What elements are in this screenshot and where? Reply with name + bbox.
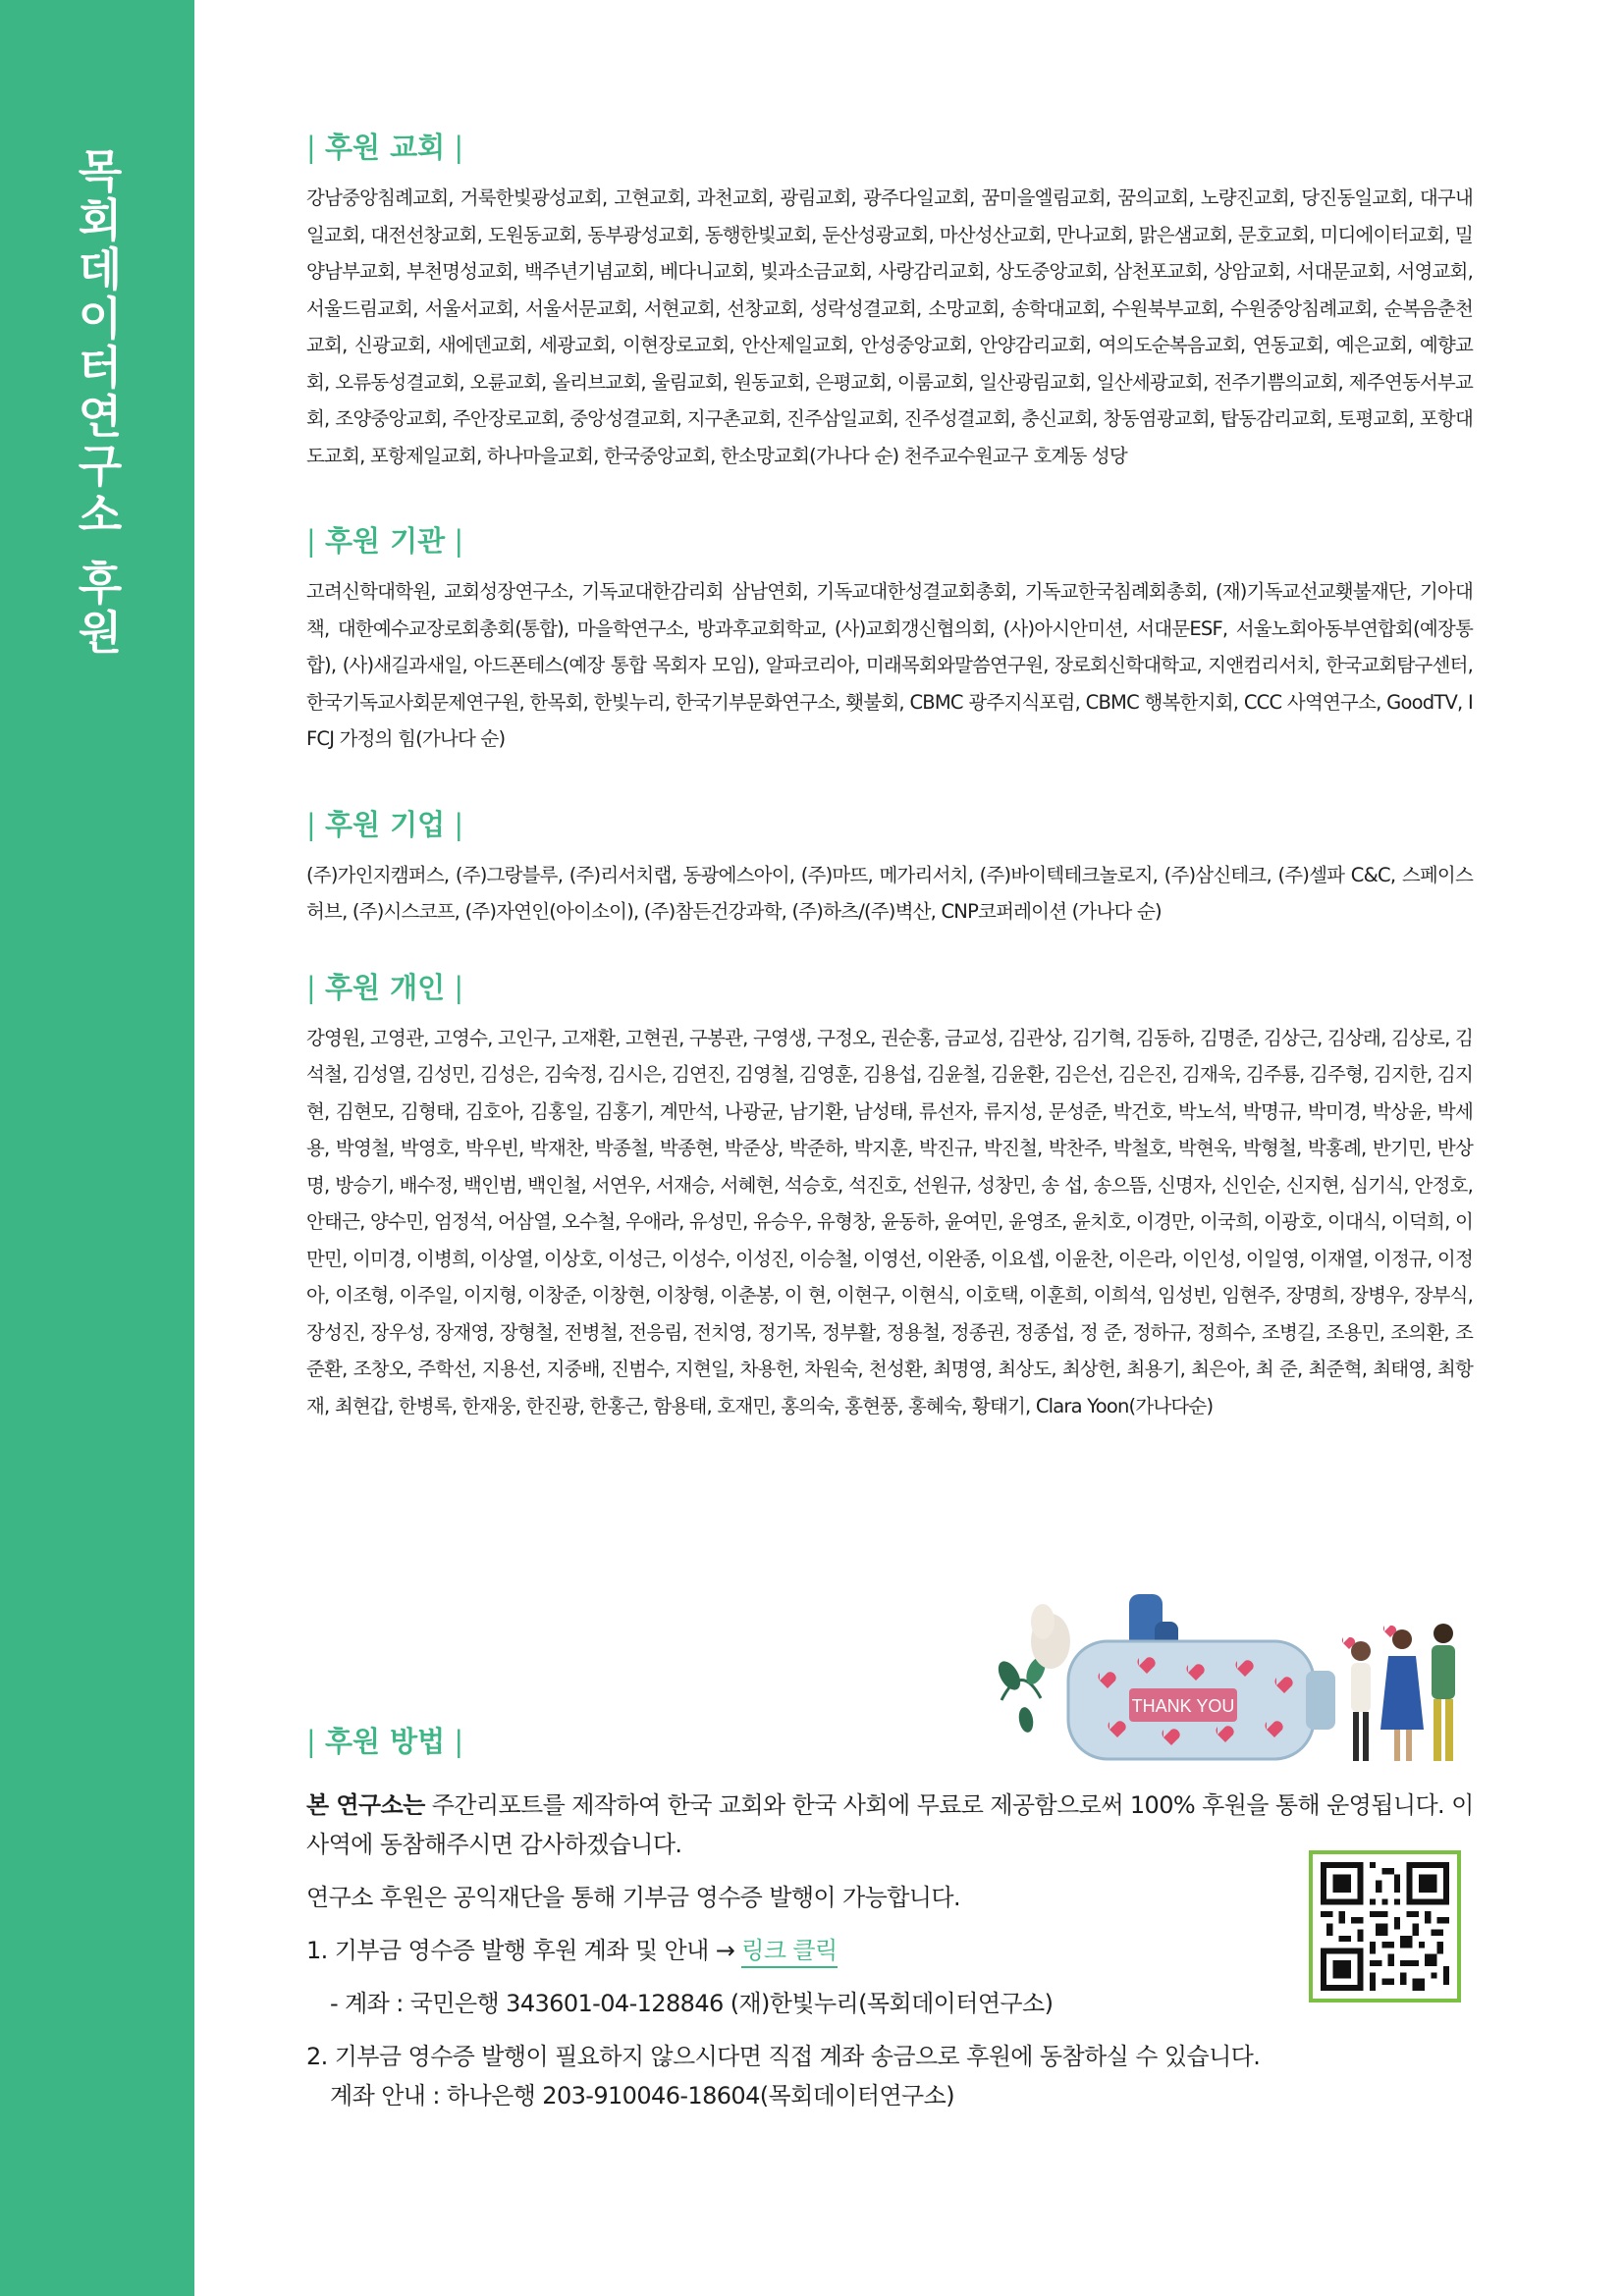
company-list: (주)가인지캠퍼스, (주)그랑블루, (주)리서치랩, 동광에스아이, (주)마뜨, 메가리서치, (주)바이텍테크놀로지, (주)삼신테크, (주)셀파 C&C, 스페이스허브, (주)시스코프, (주)자연인(아이소이), (주)참든건강과학, (주)하츠/(주)벽산, CNP코퍼레이션 (가나다 순)	[306, 863, 1473, 923]
heading-label: 후원 기관	[325, 524, 446, 558]
qr-code-graphic	[1321, 1862, 1449, 1991]
section-companies	[306, 803, 1473, 931]
item1-account: - 계좌 : 국민은행 343601-04-128846 (재)한빛누리(목회데이터연구소)	[330, 1990, 1054, 2017]
heading-label: 후원 기업	[325, 807, 446, 841]
method-item-1	[306, 1931, 1485, 1970]
section-individuals	[306, 966, 1473, 1425]
item1-text: 1. 기부금 영수증 발행 후원 계좌 및 안내 →	[306, 1937, 742, 1964]
church-list: 강남중앙침례교회, 거룩한빛광성교회, 고현교회, 과천교회, 광림교회, 광주다일교회, 꿈미을엘림교회, 꿈의교회, 노량진교회, 당진동일교회, 대구내일교회, 대전선창교회, 도원동교회, 동부광성교회, 동행한빛교회, 둔산성광교회, 마산성산교회, 만나교회, 맑은샘교회, 문호교회, 미디에이터교회, 밀양남부교회, 부천명성교회, 백주년기념교회, 베다니교회, 빛과소금교회, 사랑감리교회, 상도중앙교회, 삼천포교회, 상암교회, 서대문교회, 서영교회, 서울드림교회, 서울서교회, 서울서문교회, 서현교회, 선창교회, 성락성결교회, 소망교회, 송학대교회, 수원북부교회, 수원중앙침례교회, 순복음춘천교회, 신광교회, 새에덴교회, 세광교회, 이현장로교회, 안산제일교회, 안성중앙교회, 안양감리교회, 여의도순복음교회, 연동교회, 예은교회, 예향교회, 오류동성결교회, 오륜교회, 올리브교회, 울림교회, 원동교회, 은평교회, 이룸교회, 일산광림교회, 일산세광교회, 전주기쁨의교회, 제주연동서부교회, 조양중앙교회, 주안장로교회, 중앙성결교회, 지구촌교회, 진주삼일교회, 진주성결교회, 충신교회, 창동염광교회, 탑동감리교회, 토평교회, 포항대도교회, 포항제일교회, 하나마을교회, 한국중앙교회, 한소망교회(가나다 순) 천주교수원교구 호계동 성당	[306, 187, 1473, 467]
donation-link[interactable]: 링크 클릭	[741, 1937, 837, 1968]
lead-rest: 주간리포트를 제작하여 한국 교회와 한국 사회에 무료로 제공함으로써 100% 후원을 통해 운영됩니다. 이 사역에 동참해주시면 감사하겠습니다.	[306, 1791, 1474, 1858]
section-heading: | 후원 기업 |	[306, 807, 464, 841]
section-method	[306, 1720, 1485, 2115]
section-heading: | 후원 기관 |	[306, 524, 464, 558]
item2-account: 계좌 안내 : 하나은행 203-910046-18604(목회데이터연구소)	[330, 2082, 954, 2109]
sidebar	[0, 0, 194, 2296]
qr-code-icon[interactable]	[1309, 1850, 1461, 2002]
section-heading: | 후원 방법 |	[306, 1725, 464, 1758]
jar-label: THANK YOU	[1131, 1696, 1235, 1716]
lead-bold: 본 연구소는	[306, 1791, 425, 1819]
section-churches	[306, 126, 1473, 474]
institution-list: 고려신학대학원, 교회성장연구소, 기독교대한감리회 삼남연회, 기독교대한성결교회총회, 기독교한국침례회총회, (재)기독교선교횃불재단, 기아대책, 대한예수교장로회총회(통합), 마을학연구소, 방과후교회학교, (사)교회갱신협의회, (사)아시안미션, 서대문ESF, 서울노회아동부연합회(예장통합), (사)새길과새일, 아드폰테스(예장 통합 목회자 모임), 알파코리아, 미래목회와말씀연구원, 장로회신학대학교, 지앤컴리서치, 한국교회탐구센터, 한국기독교사회문제연구원, 한목회, 한빛누리, 한국기부문화연구소, 횃불회, CBMC 광주지식포럼, CBMC 행복한지회, CCC 사역연구소, GoodTV, IFCJ 가정의 힘(가나다 순)	[306, 580, 1473, 750]
method-lead	[306, 1786, 1480, 1864]
receipt-note: 연구소 후원은 공익재단을 통해 기부금 영수증 발행이 가능합니다.	[306, 1884, 960, 1911]
section-heading: | 후원 교회 |	[306, 131, 464, 164]
heading-label: 후원 개인	[325, 970, 446, 1004]
section-heading: | 후원 개인 |	[306, 970, 464, 1004]
individual-list: 강영원, 고영관, 고영수, 고인구, 고재환, 고현권, 구봉관, 구영생, 구정오, 권순홍, 금교성, 김관상, 김기혁, 김동하, 김명준, 김상근, 김상래, 김상로, 김석철, 김성열, 김성민, 김성은, 김숙정, 김시은, 김연진, 김영철, 김영훈, 김용섭, 김윤철, 김윤환, 김은선, 김은진, 김재욱, 김주룡, 김주형, 김지한, 김지현, 김현모, 김형태, 김호아, 김홍일, 김홍기, 계만석, 나광균, 남기환, 남성태, 류선자, 류지성, 문성준, 박건호, 박노석, 박명규, 박미경, 박상윤, 박세용, 박영철, 박영호, 박우빈, 박재찬, 박종철, 박종현, 박준상, 박준하, 박지훈, 박진규, 박진철, 박찬주, 박철호, 박현욱, 박형철, 박홍례, 반기민, 반상명, 방승기, 배수정, 백인범, 백인철, 서연우, 서재승, 서혜현, 석승호, 석진호, 선원규, 성창민, 송 섭, 송으뜸, 신명자, 신인순, 신지현, 심기식, 안정호, 안태근, 양수민, 엄정석, 어삼열, 오수철, 우애라, 유성민, 유승우, 유형창, 윤동하, 윤여민, 윤영조, 윤치호, 이경만, 이국희, 이광호, 이대식, 이덕희, 이만민, 이미경, 이병희, 이상열, 이상호, 이성근, 이성수, 이성진, 이승철, 이영선, 이완종, 이요셉, 이윤찬, 이은라, 이인성, 이일영, 이재열, 이정규, 이정아, 이조형, 이주일, 이지형, 이창준, 이창현, 이창형, 이춘봉, 이 현, 이현구, 이현식, 이호택, 이훈희, 이희석, 임성빈, 임현주, 장명희, 장병우, 장부식, 장성진, 장우성, 장재영, 장형철, 전병철, 전응림, 전치영, 정기목, 정부활, 정용철, 정종권, 정종섭, 정 준, 정하규, 정희수, 조병길, 조용민, 조의환, 조준환, 조창오, 주학선, 지용선, 지중배, 진범수, 지현일, 차용헌, 차원숙, 천성환, 최명영, 최상도, 최상헌, 최용기, 최은아, 최 준, 최준혁, 최태영, 최항재, 최현갑, 한병록, 한재웅, 한진광, 한홍근, 함용태, 호재민, 홍의숙, 홍현풍, 홍혜숙, 황태기, Clara Yoon(가나다순)	[306, 1026, 1473, 1417]
heading-label: 후원 교회	[325, 131, 446, 164]
method-item-2: 2. 기부금 영수증 발행이 필요하지 않으시다면 직접 계좌 송금으로 후원에 동참하실 수 있습니다.	[306, 2043, 1261, 2070]
sidebar-title: 목회데이터연구소 후원	[71, 147, 124, 659]
main-content	[306, 126, 1473, 1469]
heading-label: 후원 방법	[325, 1725, 446, 1758]
section-institutions	[306, 519, 1473, 758]
